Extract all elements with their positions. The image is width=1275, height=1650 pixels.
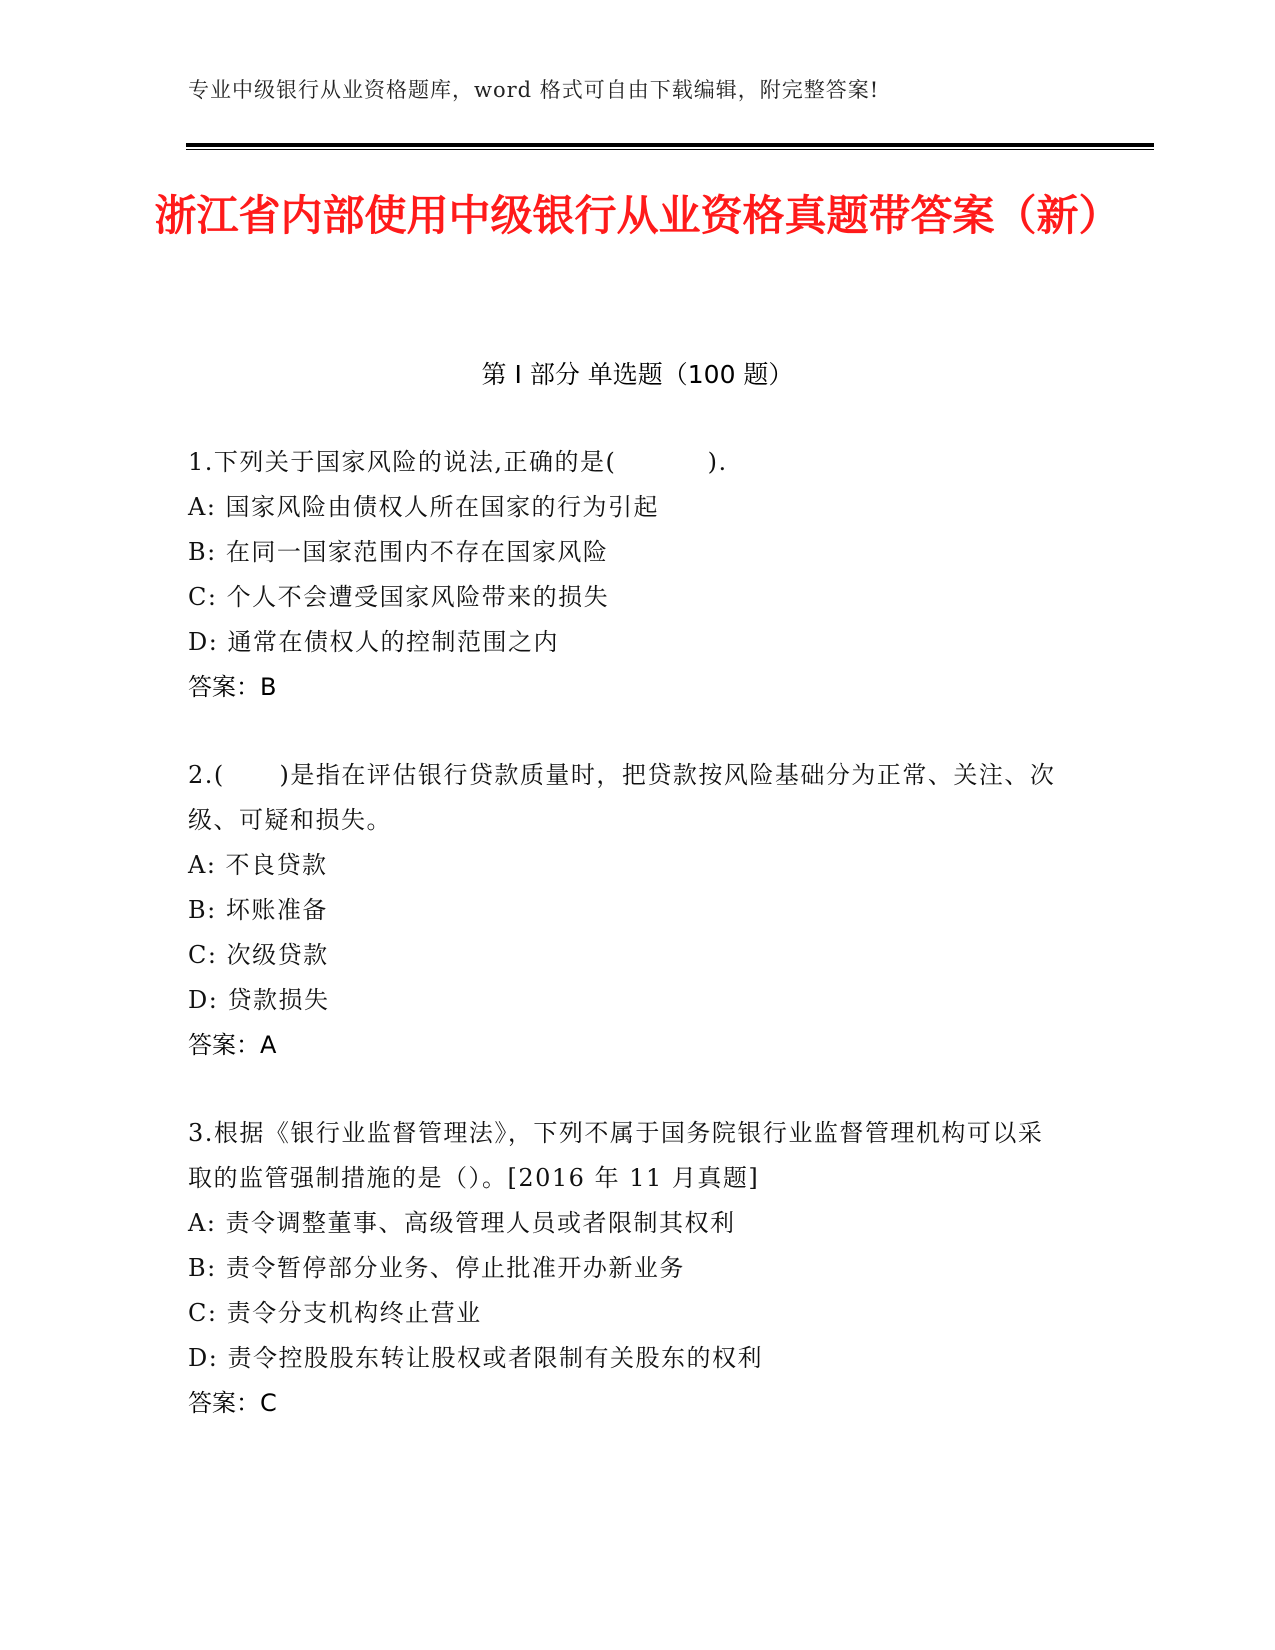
- option-a: A: 不良贷款: [188, 851, 328, 879]
- question-3: [188, 1111, 1068, 1426]
- question-2: [188, 753, 1068, 1068]
- question-stem: 3.根据《银行业监督管理法》，下列不属于国务院银行业监督管理机构可以采取的监管强制措施的是（）。[2016 年 11 月真题]: [188, 1119, 1044, 1192]
- header-rule-thin: [186, 149, 1154, 150]
- option-d: D: 贷款损失: [188, 986, 330, 1014]
- section-title: 第 I 部分 单选题（100 题）: [481, 360, 794, 389]
- header-rule-thick: [186, 143, 1154, 147]
- question-stem: 1.下列关于国家风险的说法,正确的是( ).: [188, 448, 728, 476]
- header-note: 专业中级银行从业资格题库，word 格式可自由下载编辑，附完整答案!: [188, 78, 880, 102]
- option-d: D: 责令控股股东转让股权或者限制有关股东的权利: [188, 1344, 763, 1372]
- answer: 答案：A: [188, 1031, 277, 1059]
- option-c: C: 责令分支机构终止营业: [188, 1299, 482, 1327]
- option-d: D: 通常在债权人的控制范围之内: [188, 628, 559, 656]
- option-b: B: 责令暂停部分业务、停止批准开办新业务: [188, 1254, 685, 1282]
- option-a: A: 责令调整董事、高级管理人员或者限制其权利: [188, 1209, 736, 1237]
- option-b: B: 坏账准备: [188, 896, 328, 924]
- document-title: 浙江省内部使用中级银行从业资格真题带答案（新）: [154, 191, 1121, 240]
- question-1: [188, 440, 1068, 710]
- option-b: B: 在同一国家范围内不存在国家风险: [188, 538, 609, 566]
- answer: 答案：B: [188, 673, 277, 701]
- question-list: [188, 440, 1068, 1469]
- answer: 答案：C: [188, 1389, 277, 1417]
- question-stem: 2.( )是指在评估银行贷款质量时，把贷款按风险基础分为正常、关注、次级、可疑和损失。: [188, 761, 1056, 834]
- option-c: C: 次级贷款: [188, 941, 329, 969]
- option-a: A: 国家风险由债权人所在国家的行为引起: [188, 493, 660, 521]
- option-c: C: 个人不会遭受国家风险带来的损失: [188, 583, 610, 611]
